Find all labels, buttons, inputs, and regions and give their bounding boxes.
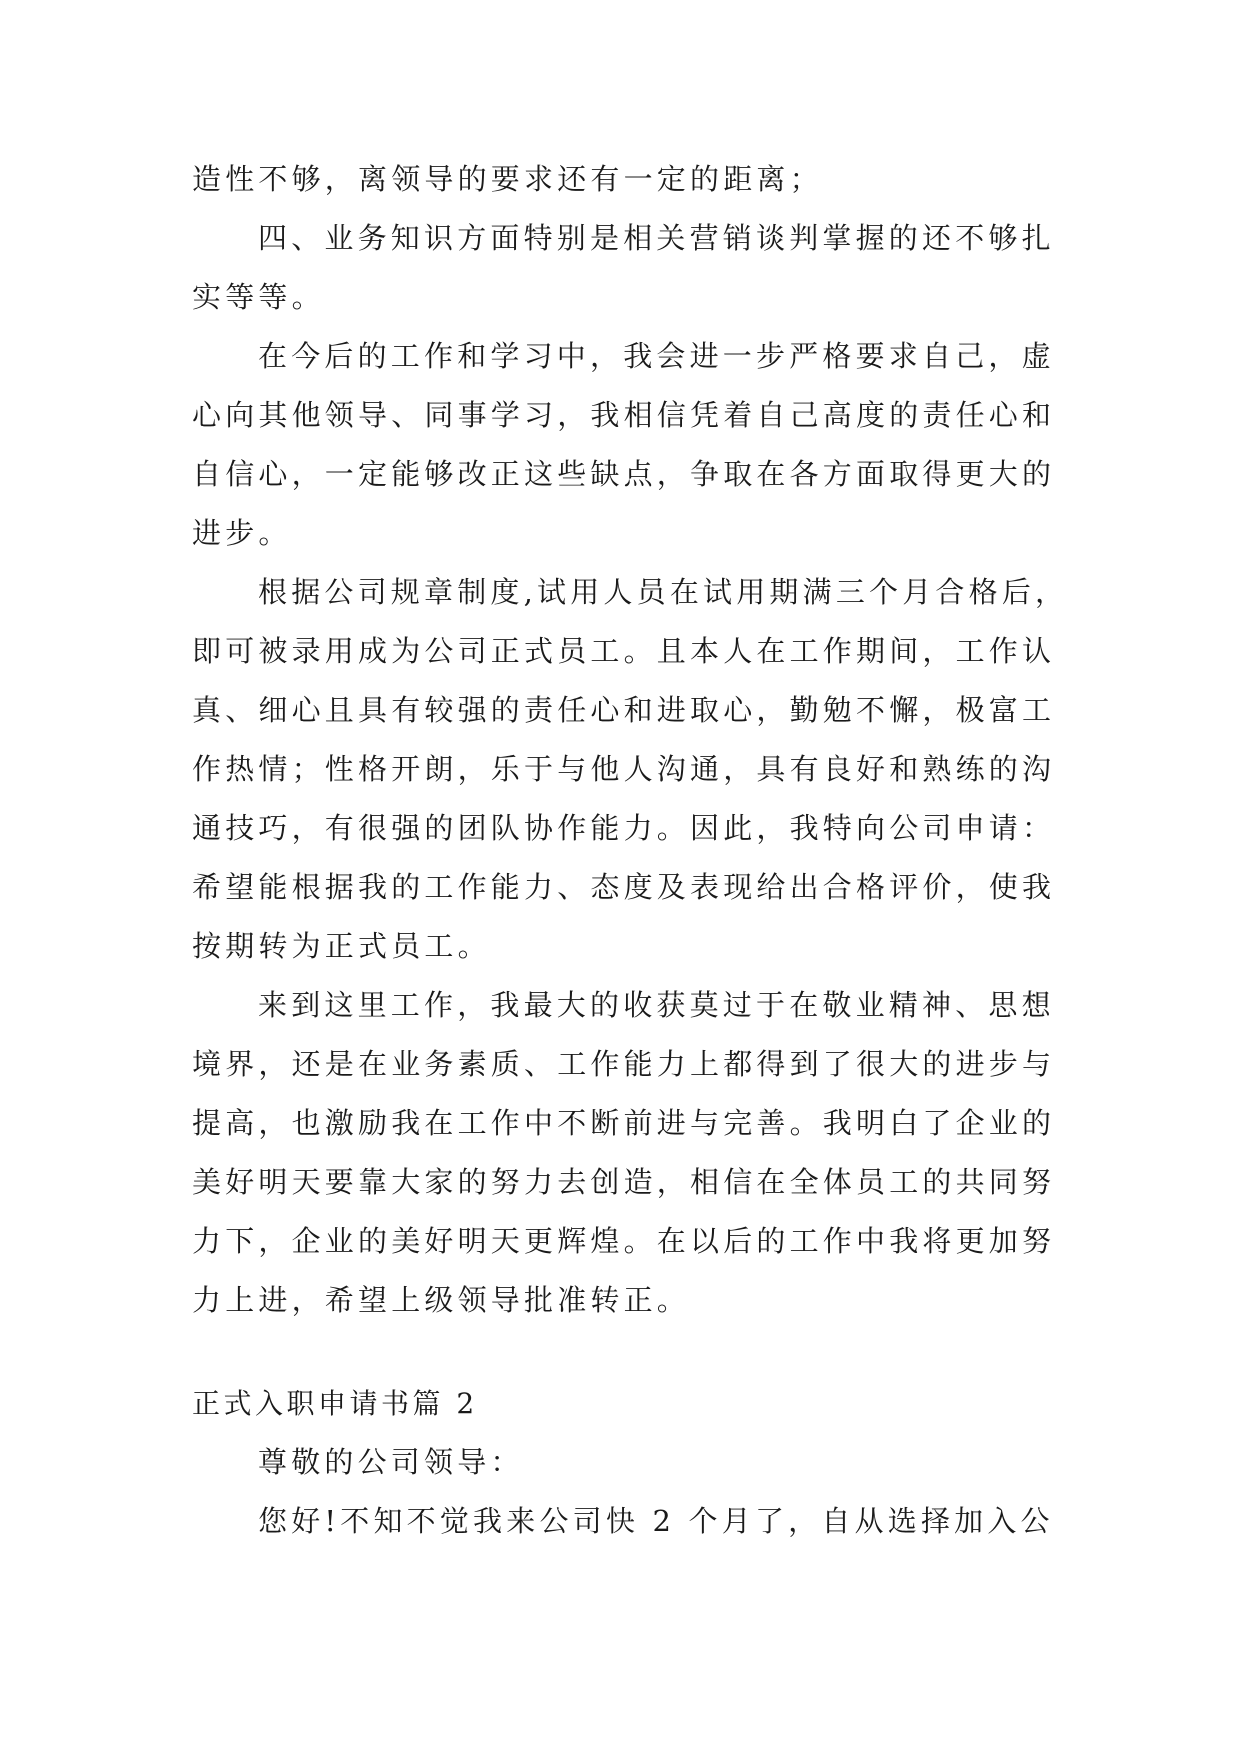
text-line: 实等等。 xyxy=(192,280,325,314)
text-line: 美好明天要靠大家的努力去创造，相信在全体员工的共同努 xyxy=(192,1165,1056,1199)
document-body xyxy=(192,150,1069,1551)
text-line: 按期转为正式员工。 xyxy=(192,929,491,963)
text-line: 尊敬的公司领导： xyxy=(258,1445,524,1479)
section-heading: 正式入职申请书篇 2 xyxy=(192,1387,478,1420)
paragraph-group-1 xyxy=(192,150,1069,1330)
text-line: 希望能根据我的工作能力、态度及表现给出合格评价，使我 xyxy=(192,870,1056,904)
text-line: 真、细心且具有较强的责任心和进取心，勤勉不懈，极富工 xyxy=(192,693,1056,727)
text-line: 根据公司规章制度,试用人员在试用期满三个月合格后， xyxy=(258,575,1069,609)
text-line: 提高，也激励我在工作中不断前进与完善。我明白了企业的 xyxy=(192,1106,1056,1140)
text-line: 造性不够，离领导的要求还有一定的距离； xyxy=(192,162,823,196)
text-line: 您好!不知不觉我来公司快 2 个月了，自从选择加入公 xyxy=(258,1504,1054,1538)
text-line: 自信心，一定能够改正这些缺点，争取在各方面取得更大的 xyxy=(192,457,1056,491)
text-line: 作热情；性格开朗，乐于与他人沟通，具有良好和熟练的沟 xyxy=(192,752,1056,786)
paragraph-group-2 xyxy=(192,1433,1062,1551)
text-line: 来到这里工作，我最大的收获莫过于在敬业精神、思想 xyxy=(258,988,1055,1022)
text-line: 通技巧，有很强的团队协作能力。因此，我特向公司申请： xyxy=(192,811,1056,845)
text-line: 力上进，希望上级领导批准转正。 xyxy=(192,1283,691,1317)
text-line: 四、业务知识方面特别是相关营销谈判掌握的还不够扎 xyxy=(258,221,1055,255)
text-line: 即可被录用成为公司正式员工。且本人在工作期间，工作认 xyxy=(192,634,1056,668)
text-line: 心向其他领导、同事学习，我相信凭着自己高度的责任心和 xyxy=(192,398,1056,432)
text-line: 进步。 xyxy=(192,516,292,550)
text-line: 在今后的工作和学习中，我会进一步严格要求自己，虚 xyxy=(258,339,1055,373)
text-line: 力下，企业的美好明天更辉煌。在以后的工作中我将更加努 xyxy=(192,1224,1056,1258)
text-line: 境界，还是在业务素质、工作能力上都得到了很大的进步与 xyxy=(192,1047,1056,1081)
